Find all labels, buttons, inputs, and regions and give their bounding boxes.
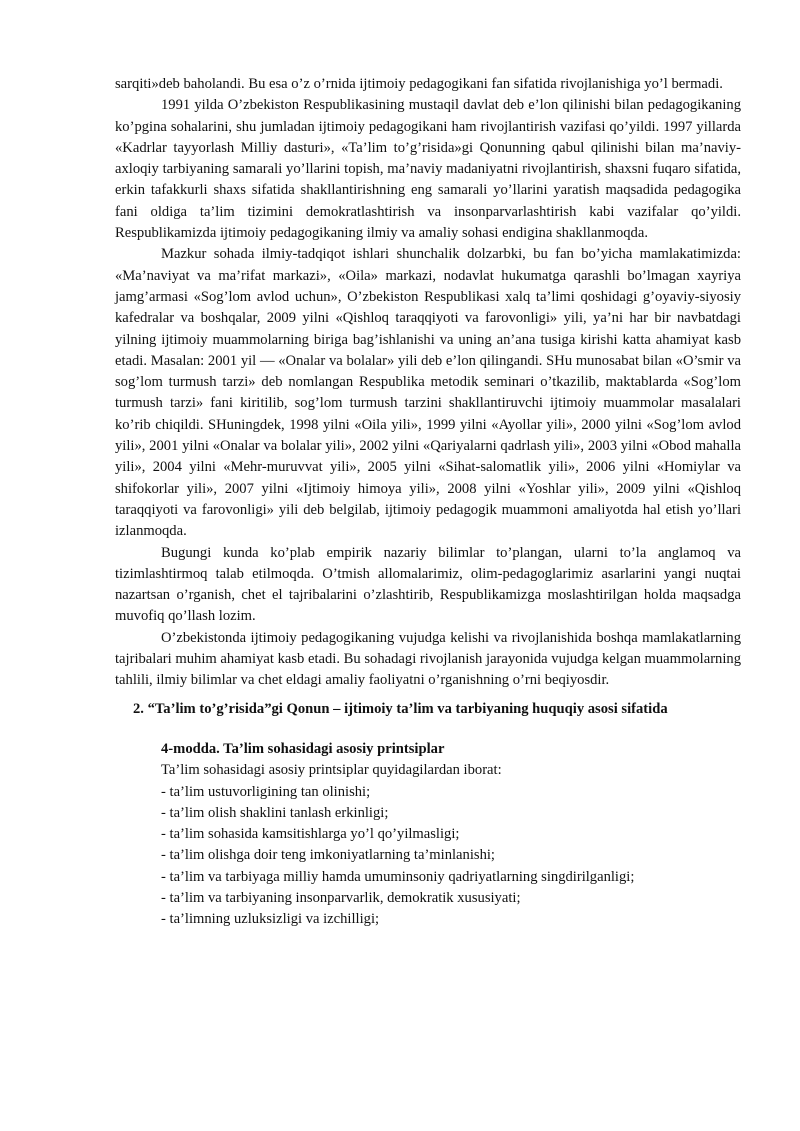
paragraph-experience: O’zbekistonda ijtimoiy pedagogikaning vujudga kelishi va rivojlanishida boshqa mamlakatlarning tajribalari muhim ahamiyat kasb etadi. Bu sohadagi rivojlanish jarayonida vujudga kelgan muammolarning tahlili, ilmiy bilimlar va chet eldagi amaliy faoliyatni o’rganishning o’rni beqiyosdir. bbox=[115, 629, 741, 689]
list-item: - ta’lim va tarbiyaga milliy hamda umuminsoniy qadriyatlarning singdirilganligi; bbox=[161, 868, 635, 885]
paragraph-research: Mazkur sohada ilmiy-tadqiqot ishlari shunchalik dolzarbki, bu fan bo’yicha mamlakatimizda: «Ma’naviyat va ma’rifat markazi», «Oila» markazi, nodavlat hukumatga qarashli bo’lmagan xayriya jamg’armasi «Sog’lom avlod uchun», O’zbekiston Respublikasi xalq ta’limi qoshidagi g’oyaviy-siyosiy kafedralar va boshqalar, 2009 yilni «Qishloq taraqqiyoti va farovonligi» yili, ya’ni har bir navbatdagi yilning ijtimoiy muammolarning biriga bag’ishlanishi va uning an’ana tusiga kirishi katta ahamiyat kasb etadi. Masalan: 2001 yil — «Onalar va bolalar» yili deb e’lon qilingandi. SHu munosabat bilan «O’smir va sog’lom turmush tarzi» deb nomlangan Respublika metodik seminari o’tkazilib, maktablarda «Sog’lom turmush tarzi» fani kiritilib, sog’lom turmush tarzini shakllantiruvchi ijtimoiy muammolar masalalari ko’rib chiqildi. SHuningdek, 1998 yilni «Oila yili», 1999 yilni «Ayollar yili», 2000 yilni «Sog’lom avlod yili», 2001 yilni «Onalar va bolalar yili», 2002 yilni «Qariyalarni qadrlash yili», 2003 yilni «Obod mahalla yili», 2004 yilni «Mehr-muruvvat yili», 2005 yilni «Sihat-salomatlik yili», 2006 yilni «Homiylar va shifokorlar yili», 2007 yilni «Ijtimoiy himoya yili», 2008 yilni «Yoshlar yili», 2009 yilni «Qishloq taraqqiyoti va farovonligi» yili deb belgilab, ijtimoiy pedagogik muammoni amaliyotda hal etish yo’llari izlanmoqda. bbox=[115, 246, 741, 540]
document-page bbox=[115, 74, 741, 931]
article-intro: Ta’lim sohasidagi asosiy printsiplar quyidagilardan iborat: bbox=[161, 762, 502, 779]
list-item: - ta’lim va tarbiyaning insonparvarlik, demokratik xususiyati; bbox=[161, 889, 521, 906]
section-heading: 2. “Ta’lim to’g’risida”gi Qonun – ijtimoiy ta’lim va tarbiyaning huquqiy asosi sifatida bbox=[133, 700, 668, 717]
list-item: - ta’lim ustuvorligining tan olinishi; bbox=[161, 783, 371, 800]
list-item: - ta’lim olishga doir teng imkoniyatlarning ta’minlanishi; bbox=[161, 847, 495, 864]
list-item: - ta’lim sohasida kamsitishlarga yo’l qo’yilmasligi; bbox=[161, 826, 460, 843]
article-heading: 4-modda. Ta’lim sohasidagi asosiy printsiplar bbox=[161, 740, 445, 757]
paragraph-empirical: Bugungi kunda ko’plab empirik nazariy bilimlar to’plangan, ularni to’la anglamoq va tizimlashtirmoq talab etilmoqda. O’tmish allomalarimiz, olim-pedagoglarimiz asarlarini yangi nuqtai nazartsan o’rganish, chet el tajribalarini o’zlashtirib, Respublikamizga moslashtirilgan holda maqsadga muvofiq qo’llash lozim. bbox=[115, 544, 741, 625]
paragraph-independence: 1991 yilda O’zbekiston Respublikasining mustaqil davlat deb e’lon qilinishi bilan pedagogikaning ko’pgina sohalarini, shu jumladan ijtimoiy pedagogikani ham rivojlantirish vazifasi qo’yildi. 1997 yillarda «Kadrlar tayyorlash Milliy dasturi», «Ta’lim to’g’risida»gi Qonunning qabul qilinishi bilan ma’naviy-axloqiy tarbiyaning samarali yo’llarini topish, ma’naviy madaniyatni rivojlantirish, shaxsni fuqaro sifatida, erkin tafakkurli shaxs sifatida shakllantirishning eng samarali yo’llarini yaratish maqsadida pedagogika fani oldiga ta’lim tizimini demokratlashtirish va insonparvarlashtirish kabi vazifalar qo’yildi. Respublikamizda ijtimoiy pedagogikaning ilmiy va amaliy sohasi endigina shakllanmoqda. bbox=[115, 97, 741, 242]
list-item: - ta’limning uzluksizligi va izchilligi; bbox=[161, 911, 380, 928]
list-item: - ta’lim olish shaklini tanlash erkinligi; bbox=[161, 804, 389, 821]
paragraph-continuation: sarqiti»deb baholandi. Bu esa o’z o’rnida ijtimoiy pedagogikani fan sifatida rivojlanishiga yo’l bermadi. bbox=[115, 76, 723, 92]
principles-list bbox=[115, 782, 741, 931]
